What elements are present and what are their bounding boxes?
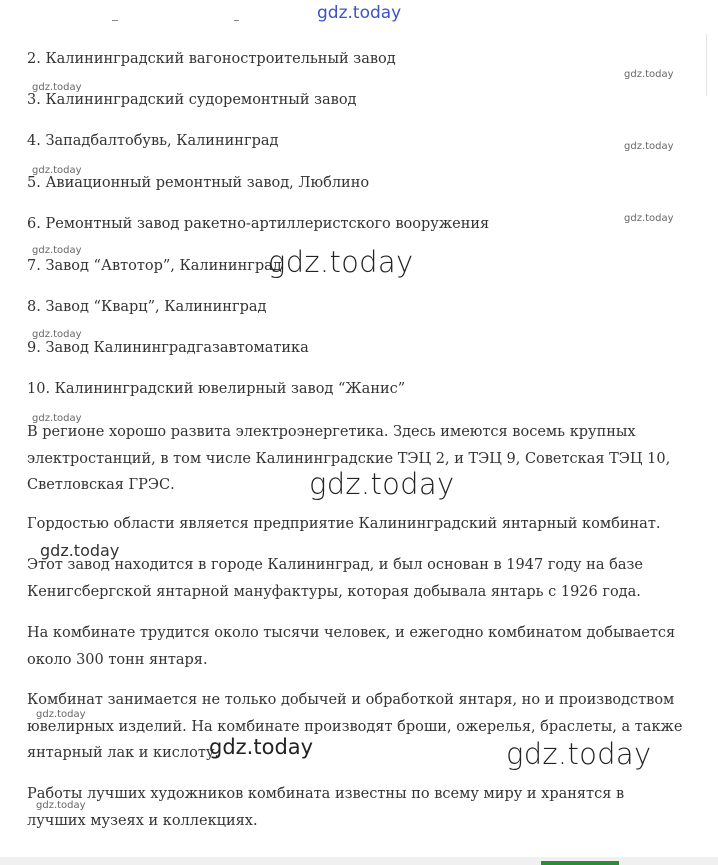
- divider: [234, 20, 239, 21]
- list-item: 3. Калининградский судоремонтный завод: [27, 92, 357, 108]
- watermark: gdz.today: [624, 141, 674, 152]
- list-item: 5. Авиационный ремонтный завод, Люблино: [27, 175, 370, 191]
- watermark: gdz.today: [32, 329, 82, 340]
- watermark: gdz.today: [268, 245, 414, 279]
- list-item: 2. Калининградский вагоностроительный завод: [27, 51, 396, 67]
- paragraph: Гордостью области является предприятие Калининградский янтарный комбинат.: [27, 516, 661, 532]
- list-item: 4. Западбалтобувь, Калининград: [27, 133, 279, 149]
- watermark: gdz.today: [32, 165, 82, 176]
- watermark: gdz.today: [36, 800, 86, 811]
- divider: [706, 34, 707, 96]
- paragraph: В регионе хорошо развита электроэнергетика. Здесь имеются восемь крупных электростанций, в том числе Калининградские ТЭЦ 2, и ТЭЦ 9, Советская ТЭЦ 10, Светловская ГРЭС.: [27, 424, 671, 493]
- header-watermark: gdz.today: [317, 3, 402, 23]
- list-item: 6. Ремонтный завод ракетно-артиллеристского вооружения: [27, 216, 490, 232]
- watermark: gdz.today: [32, 82, 82, 93]
- watermark: gdz.today: [506, 737, 652, 771]
- watermark: gdz.today: [209, 735, 314, 759]
- list-item: 10. Калининградский ювелирный завод “Жанис”: [27, 381, 406, 397]
- watermark: gdz.today: [40, 541, 120, 560]
- paragraph: Этот завод находится в городе Калининград, и был основан в 1947 году на базе Кенигсбергской янтарной мануфактуры, которая добывала янтарь с 1926 года.: [27, 557, 643, 600]
- watermark: gdz.today: [624, 213, 674, 224]
- footer-accent: [541, 861, 619, 865]
- watermark: gdz.today: [36, 709, 86, 720]
- list-item: 9. Завод Калининградгазавтоматика: [27, 340, 309, 356]
- watermark: gdz.today: [624, 69, 674, 80]
- watermark: gdz.today: [32, 245, 82, 256]
- divider: [112, 20, 118, 21]
- list-item: 8. Завод “Кварц”, Калининград: [27, 299, 267, 315]
- watermark: gdz.today: [309, 467, 455, 501]
- paragraph: На комбинате трудится около тысячи человек, и ежегодно комбинатом добывается около 300 тонн янтаря.: [27, 625, 676, 668]
- list-item: 7. Завод “Автотор”, Калининград: [27, 258, 282, 274]
- paragraph: Работы лучших художников комбината известны по всему миру и хранятся в лучших музеях и коллекциях.: [27, 786, 625, 829]
- paragraph: Комбинат занимается не только добычей и обработкой янтаря, но и производством ювелирных изделий. На комбинате производят броши, ожерелья, браслеты, а также янтарный лак и кислоту.: [27, 692, 683, 761]
- watermark: gdz.today: [32, 413, 82, 424]
